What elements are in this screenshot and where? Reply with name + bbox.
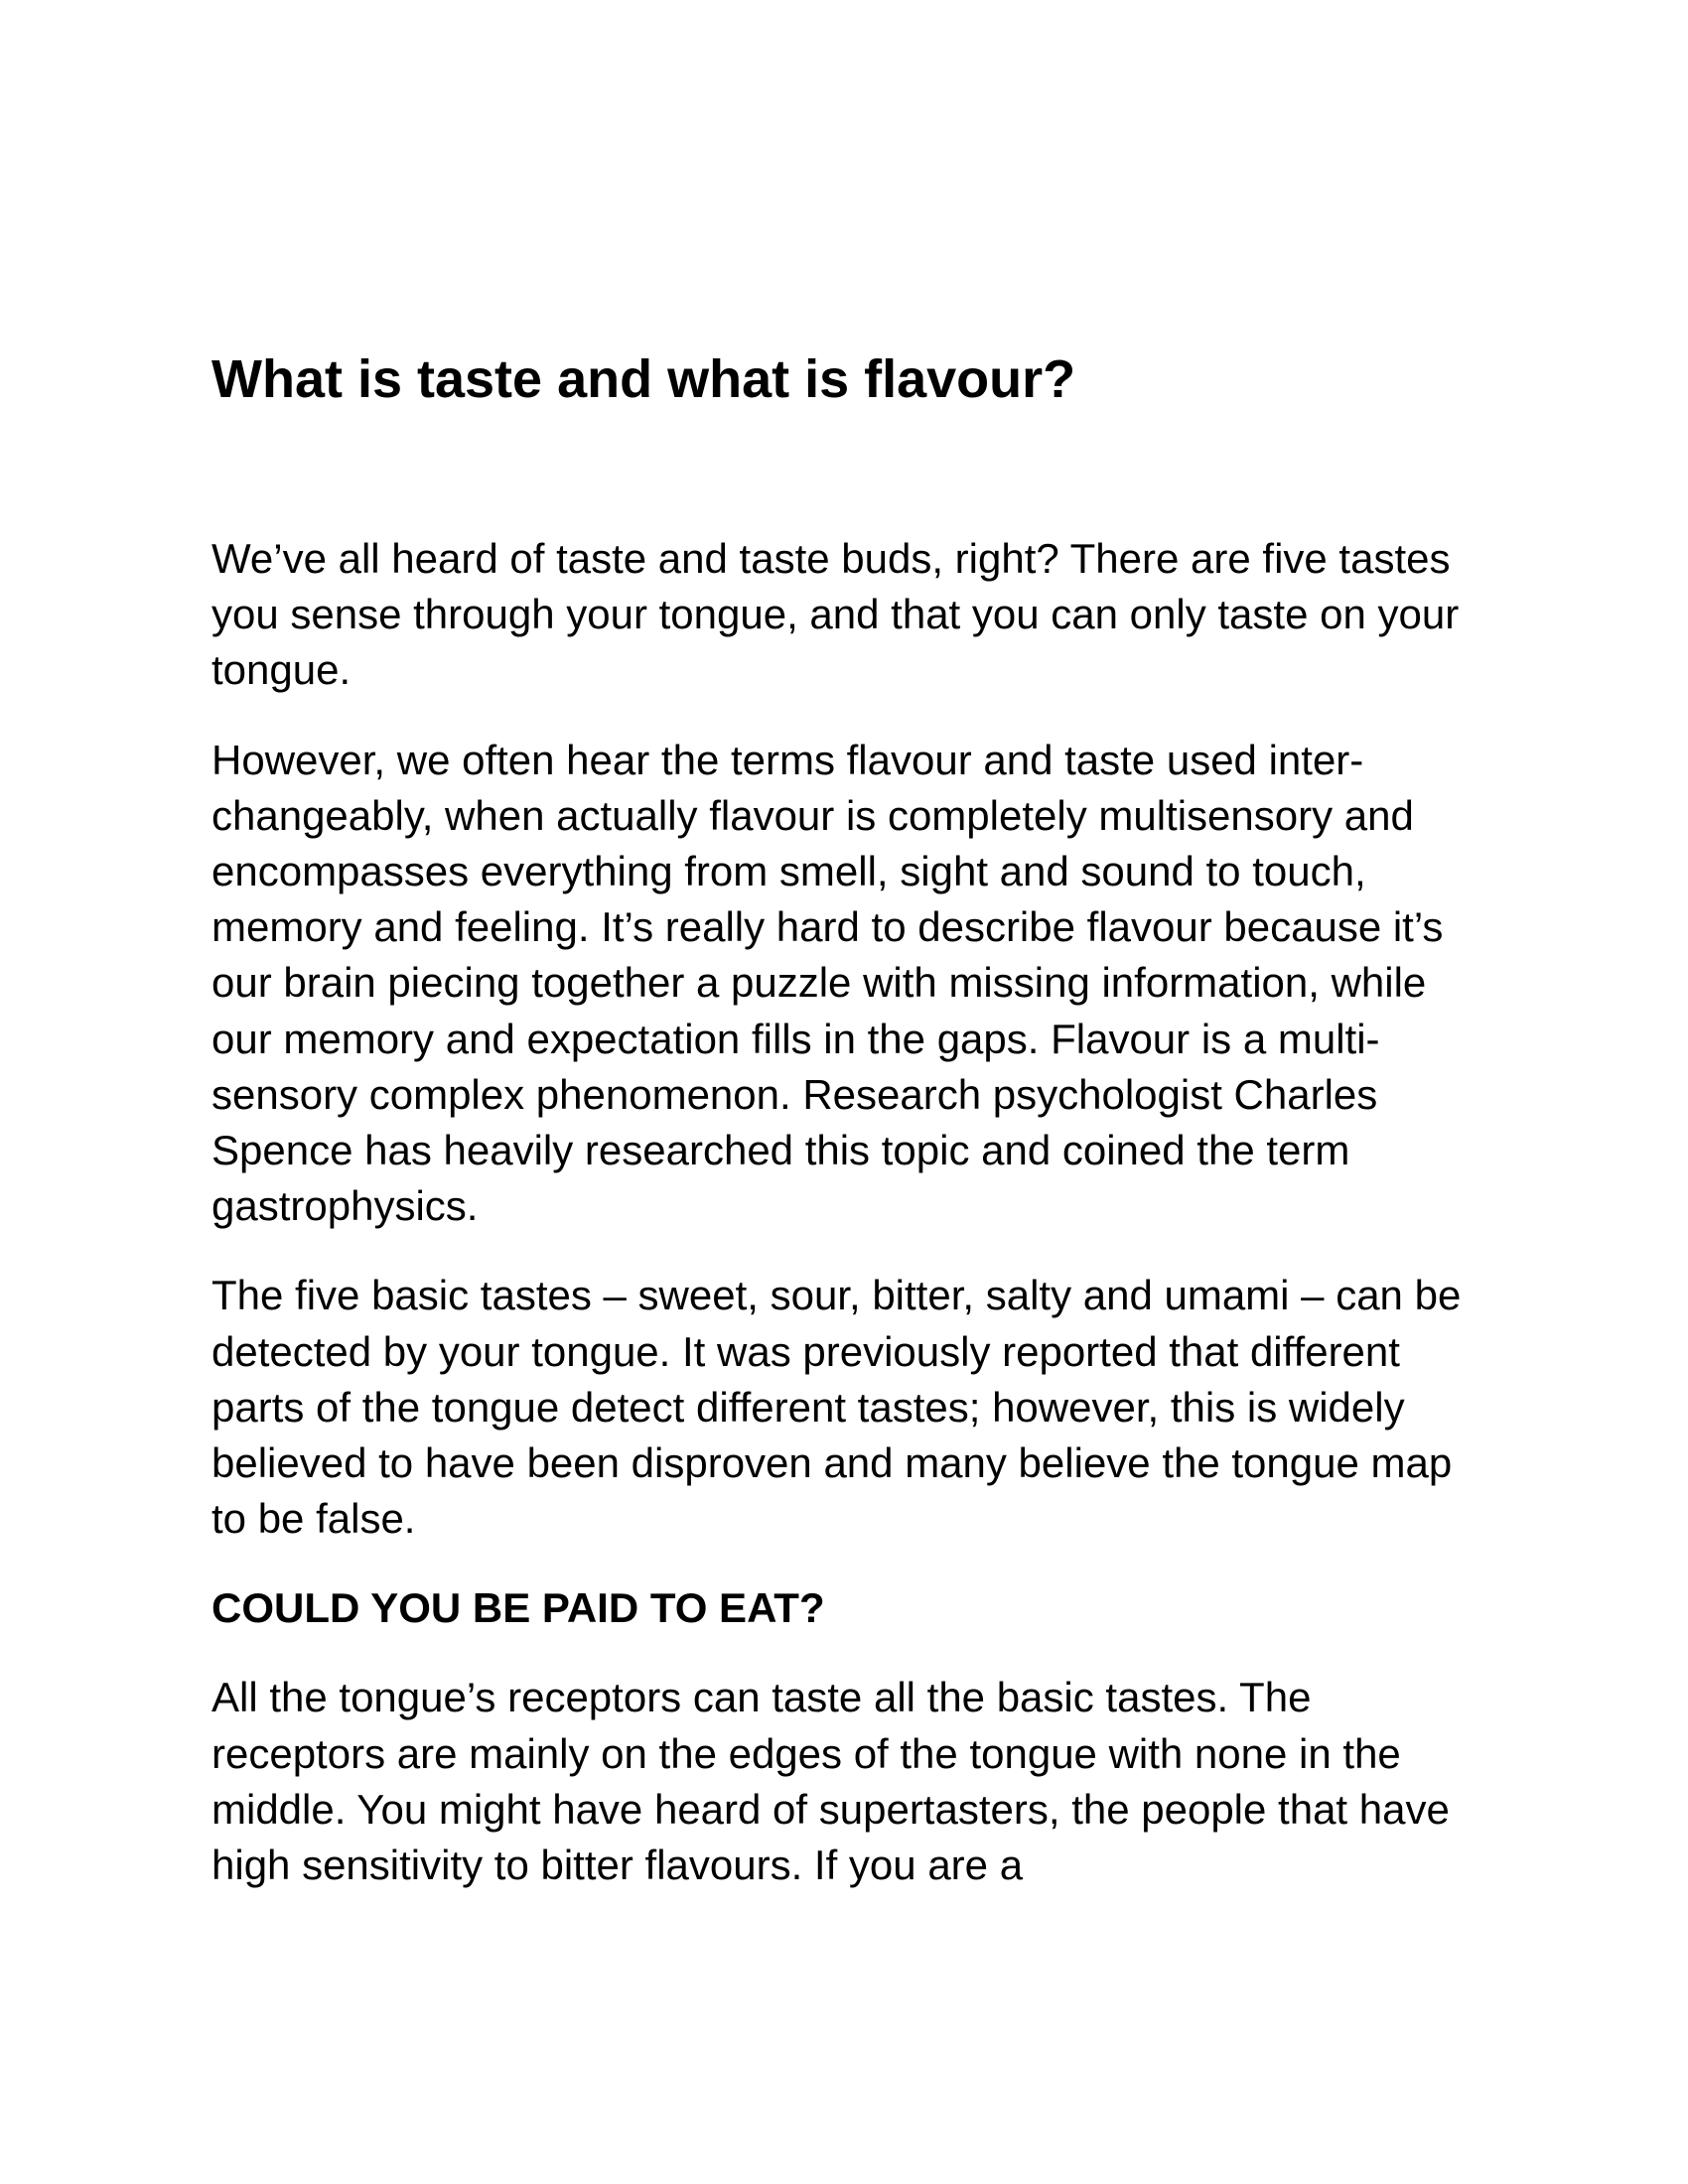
paragraph-flavour-definition: However, we often hear the terms flavour and taste used inter-changeably, when actually flavour is completely multisensory and encompasses everything from smell, sight and sound to touch, memory and feeling. It’s really hard to describe flavour because it’s our brain piecing together a puzzle with missing information, while our memory and expectation fills in the gaps. Flavour is a multi-sensory complex phenomenon. Research psychologist Charles Spence has heavily researched this topic and coined the term gastrophysics.: [211, 736, 1444, 1230]
paragraph-basic-tastes: The five basic tastes – sweet, sour, bitter, salty and umami – can be detected by your tongue. It was previously reported that different parts of the tongue detect different tastes; however, this is widely believed to have been disproven and many believe the tongue map to be false.: [211, 1272, 1462, 1543]
paragraph-receptors: All the tongue’s receptors can taste all the basic tastes. The receptors are mainly on the edges of the tongue with none in the middle. You might have heard of supertasters, the people that have high sensitivity to bitter flavours. If you are a: [211, 1674, 1450, 1889]
paragraph-taste-buds: We’ve all heard of taste and taste buds, right? There are five tastes you sense through your tongue, and that you can only taste on your tongue.: [211, 535, 1460, 694]
section-heading: COULD YOU BE PAID TO EAT?: [211, 1584, 825, 1632]
page-title: What is taste and what is flavour?: [211, 349, 1076, 409]
document-page: [211, 347, 1492, 1889]
body-text: [211, 531, 1492, 1927]
